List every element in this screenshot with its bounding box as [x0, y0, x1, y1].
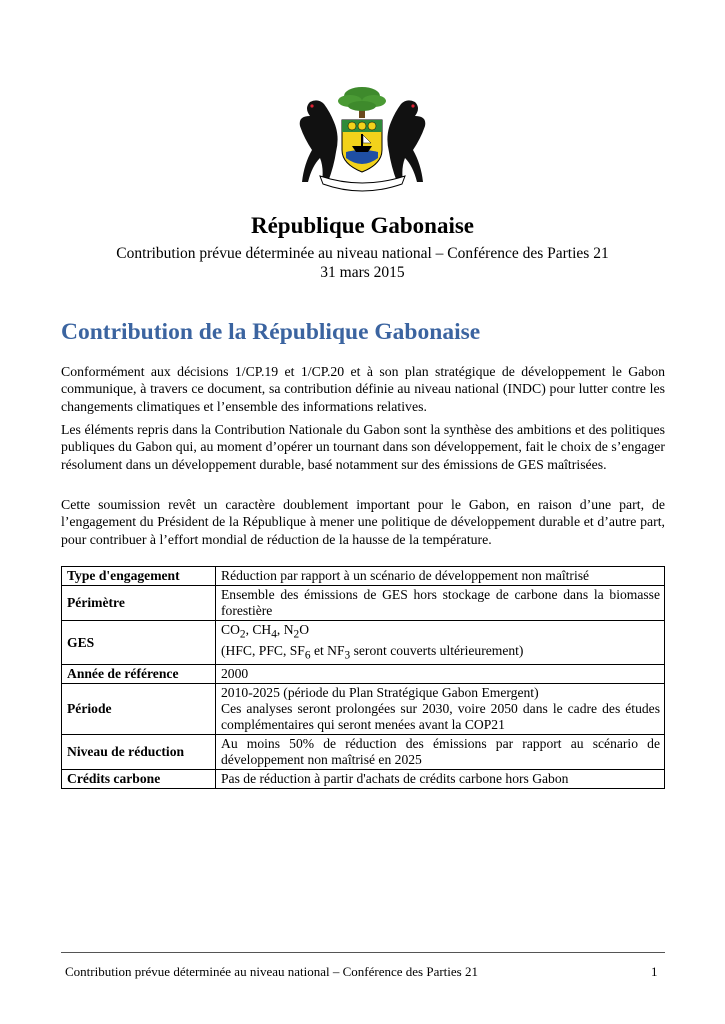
page-number: 1 — [651, 964, 658, 979]
subscript: 2 — [239, 628, 246, 641]
table-row — [62, 735, 665, 770]
table-row — [62, 567, 665, 586]
table-row — [62, 586, 665, 621]
ges-line — [221, 622, 660, 643]
table-key: Périmètre — [62, 586, 216, 621]
ges-line — [221, 643, 660, 664]
table-key: Période — [62, 684, 216, 735]
table-key: Crédits carbone — [62, 770, 216, 789]
coat-of-arms-emblem — [290, 86, 435, 196]
subscript: 4 — [271, 628, 277, 641]
ges-text: (HFC, PFC, SF — [221, 642, 305, 658]
value-line: 2010-2025 (période du Plan Stratégique Gabon Emergent) — [221, 685, 539, 701]
table-key: Niveau de réduction — [62, 735, 216, 770]
contribution-table — [61, 566, 665, 789]
table-row — [62, 770, 665, 789]
paragraph: Cette soumission revêt un caractère doublement important pour le Gabon, en raison d’une part, de l’engagement du Président de la République à mener une politique de développement durable et d’autre part, pour contribuer à l’effort mondial de réduction de la hausse de la température. — [61, 497, 665, 547]
subscript: 6 — [304, 649, 311, 662]
table-key: GES — [62, 621, 216, 665]
table-value — [216, 684, 665, 735]
table-row — [62, 684, 665, 735]
table-value: Ensemble des émissions de GES hors stockage de carbone dans la biomasse forestière — [216, 586, 665, 621]
table-key: Type d'engagement — [62, 567, 216, 586]
table-value: Pas de réduction à partir d'achats de crédits carbone hors Gabon — [216, 770, 665, 789]
table-row — [62, 665, 665, 684]
table-value — [216, 621, 665, 665]
ges-text: CO — [221, 622, 240, 637]
paragraph: Les éléments repris dans la Contribution Nationale du Gabon sont la synthèse des ambitions et des politiques publiques du Gabon qui, au moment d’opérer un tournant dans son développement, fait le choix de s’engager résolument dans un développement durable, basé notamment sur des émissions de GES maîtrisées. — [61, 422, 665, 472]
footer-divider — [61, 952, 665, 953]
table-value: 2000 — [216, 665, 665, 684]
ges-text: et NF — [310, 642, 345, 658]
ges-text: , N — [276, 622, 294, 637]
value-line: Ces analyses seront prolongées sur 2030, voire 2050 dans le cadre des études complémentaires qui seront menées avant la COP21 — [221, 701, 660, 733]
footer-text: Contribution prévue déterminée au niveau national – Conférence des Parties 21 — [65, 964, 478, 979]
ges-text: O — [299, 622, 310, 637]
ges-text: seront couverts ultérieurement) — [350, 642, 524, 658]
document-subtitle: Contribution prévue déterminée au niveau national – Conférence des Parties 21 — [116, 245, 609, 262]
table-value: Au moins 50% de réduction des émissions par rapport au scénario de développement non maîtrisé en 2025 — [216, 735, 665, 770]
subscript: 3 — [344, 649, 351, 662]
section-heading: Contribution de la République Gabonaise — [61, 319, 481, 345]
subscript: 2 — [293, 628, 300, 641]
ges-text: , CH — [245, 622, 272, 637]
table-value: Réduction par rapport à un scénario de développement non maîtrisé — [216, 567, 665, 586]
document-title: République Gabonaise — [250, 213, 475, 238]
paragraph: Conformément aux décisions 1/CP.19 et 1/CP.20 et à son plan stratégique de développement le Gabon communique, à travers ce document, sa contribution définie au niveau national (INDC) pour lutter contre les changements climatiques et l’ensemble des informations relatives. — [61, 364, 665, 414]
table-row — [62, 621, 665, 665]
table-key: Année de référence — [62, 665, 216, 684]
document-date: 31 mars 2015 — [320, 264, 405, 281]
